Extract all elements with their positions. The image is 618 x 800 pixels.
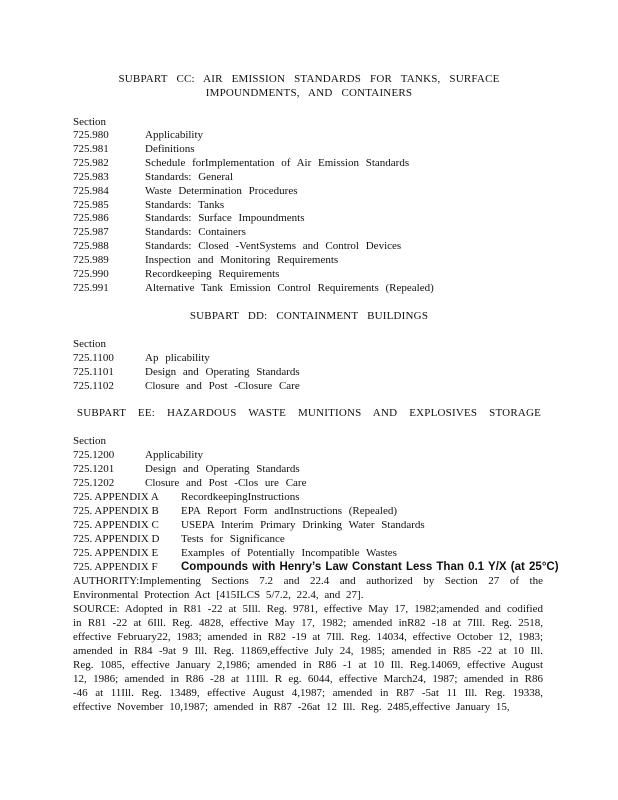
- section-title: USEPA Interim Primary Drinking Water Standards: [181, 518, 425, 531]
- section-title: Examples of Potentially Incompatible Wastes: [181, 546, 397, 559]
- section-number: 725.990: [73, 268, 109, 280]
- section-number: 725.982: [73, 156, 109, 169]
- source-note: SOURCE: Adopted in R81 -22 at 5Ill. Reg. 9781, effective May 17, 1982;amended and codified in R81 -22 at 6Ill. Reg. 4828, effective May 17, 1982; amended inR82 -18 at 7Ill. Reg. 2518, effective February22, 1983; amended in R82 -19 at 7Ill. Reg. 14034, effective October 12, 1983; amended in R84 -9at 9 Ill. Reg. 11869,effective July 24, 1985; amended in R85 -22 at 10 Ill. Reg. 1085, effective January 2,1986; amended in R86 -1 at 10 Ill. Reg.14069, effective August 12, 1986; amended in R86 -28 at 11Ill. R eg. 6044, effective March24, 1987; amended in R86 -46 at 11Ill. Reg. 13489, effective August 4,1987; amended in R87 -5at 11 Ill. Reg. 19338, effective November 10,1987; amended in R87 -26at 12 Ill. Reg. 2485,effective January 15,: [73, 603, 543, 713]
- section-number: 725.987: [73, 226, 109, 239]
- section-title: Definitions: [145, 142, 195, 155]
- section-title: Standards: Containers: [145, 226, 246, 239]
- section-title: Closure and Post -Closure Care: [145, 379, 300, 392]
- section-title: Design and Operating Standards: [145, 365, 300, 378]
- subpart-ee-heading: SUBPART EE: HAZARDOUS WASTE MUNITIONS AND EXPLOSIVES STORAGE: [76, 407, 542, 419]
- section-number: 725. APPENDIX F: [73, 560, 158, 573]
- section-title: Applicability: [145, 129, 204, 141]
- section-title: Standards: Surface Impoundments: [145, 212, 305, 225]
- section-title: EPA Report Form andInstructions (Repealed): [181, 504, 398, 517]
- section-title: Tests for Significance: [181, 532, 285, 545]
- section-title: Ap plicability: [145, 352, 210, 364]
- section-number: 725.1200: [73, 449, 115, 461]
- section-number: 725.985: [73, 198, 109, 211]
- section-title: Compounds with Henry’s Law Constant Less Than 0.1 Y/X (at 25°C): [181, 560, 559, 573]
- subpart-cc-heading-line1: SUBPART CC: AIR EMISSION STANDARDS FOR TANKS, SURFACE: [118, 73, 500, 85]
- section-title: Recordkeeping Requirements: [145, 268, 280, 280]
- section-number: 725.986: [73, 212, 109, 225]
- section-label: Section: [73, 338, 106, 350]
- section-title: Schedule forImplementation of Air Emission Standards: [145, 156, 410, 169]
- section-number: 725.1201: [73, 462, 115, 475]
- section-title: Closure and Post -Clos ure Care: [145, 476, 307, 489]
- section-number: 725.980: [73, 129, 109, 141]
- section-number: 725. APPENDIX D: [73, 532, 160, 545]
- section-title: RecordkeepingInstructions: [181, 491, 300, 503]
- authority-note: AUTHORITY:Implementing Sections 7.2 and 22.4 and authorized by Section 27 of the Environmental Protection Act [415ILCS 5/7.2, 22.4, and 27].: [73, 575, 543, 601]
- section-number: 725.1100: [73, 352, 114, 364]
- section-number: 725. APPENDIX E: [73, 546, 159, 559]
- section-number: 725.988: [73, 240, 109, 253]
- section-label: Section: [73, 435, 106, 447]
- section-number: 725.984: [73, 184, 109, 197]
- section-number: 725.989: [73, 254, 109, 267]
- section-title: Alternative Tank Emission Control Requirements (Repealed): [145, 281, 434, 294]
- section-number: 725. APPENDIX B: [73, 504, 159, 517]
- section-number: 725.983: [73, 170, 109, 183]
- section-number: 725.1101: [73, 365, 114, 378]
- section-number: 725. APPENDIX A: [73, 491, 159, 503]
- section-number: 725. APPENDIX C: [73, 518, 159, 531]
- section-number: 725.981: [73, 142, 109, 155]
- section-title: Waste Determination Procedures: [145, 184, 298, 197]
- section-number: 725.991: [73, 281, 109, 294]
- section-title: Applicability: [145, 449, 204, 461]
- subpart-cc-heading-line2: IMPOUNDMENTS, AND CONTAINERS: [205, 87, 413, 99]
- section-title: Standards: Closed -VentSystems and Control Devices: [145, 240, 402, 253]
- section-title: Inspection and Monitoring Requirements: [145, 254, 339, 267]
- section-title: Standards: Tanks: [145, 198, 225, 211]
- section-number: 725.1202: [73, 476, 115, 489]
- section-title: Design and Operating Standards: [145, 462, 300, 475]
- section-number: 725.1102: [73, 379, 114, 392]
- section-title: Standards: General: [145, 170, 233, 183]
- subpart-dd-heading: SUBPART DD: CONTAINMENT BUILDINGS: [189, 310, 429, 322]
- section-label: Section: [73, 116, 106, 128]
